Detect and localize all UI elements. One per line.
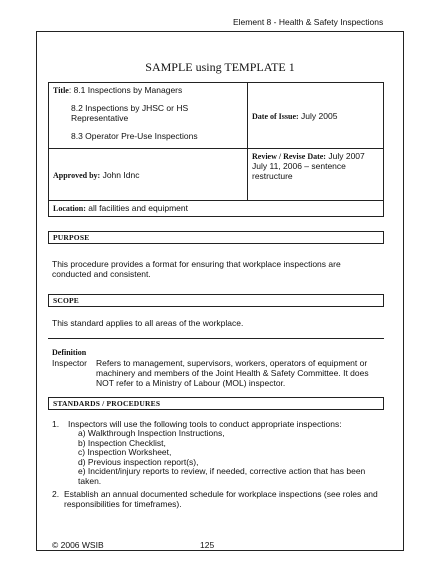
title-cell: Title: 8.1 Inspections by Managers 8.2 Inspections by JHSC or HS Representative 8.3 Operator Pre-Use Inspections [49, 83, 248, 149]
purpose-text: This procedure provides a format for ensuring that workplace inspections are conducted and consistent. [52, 259, 341, 279]
title-item-2: 8.2 Inspections by JHSC or HS Representative [71, 103, 189, 123]
approved-label: Approved by: [53, 170, 101, 180]
tool-item-b: b) Inspection Checklist, [78, 437, 166, 448]
review-note: July 11, 2006 – sentence restructure [252, 161, 346, 181]
tool-item-d: d) Previous inspection report(s), [78, 456, 199, 467]
scope-rule [48, 338, 384, 339]
step-1-tools-list [78, 429, 390, 486]
tool-item-c: c) Inspection Worksheet, [78, 447, 172, 457]
location-value: all facilities and equipment [88, 203, 188, 213]
approved-value: John Idnc [102, 169, 140, 180]
element-header: Element 8 - Health & Safety Inspections [233, 17, 384, 27]
title-item-1: 8.1 Inspections by Managers [73, 85, 183, 95]
step-2-text: Establish an annual documented schedule for workplace inspections (see roles and responsibilities for timeframes). [64, 489, 378, 509]
standards-heading: STANDARDS / PROCEDURES [48, 397, 384, 410]
tool-item-e: e) Incident/injury reports to review, if needed, corrective action that has been taken. [78, 466, 366, 486]
scope-heading: SCOPE [48, 294, 384, 307]
scope-text: This standard applies to all areas of the workplace. [52, 318, 244, 328]
title-item-3: 8.3 Operator Pre-Use Inspections [71, 131, 198, 141]
date-label: Date of Issue: [252, 111, 299, 121]
definition-heading: Definition [52, 348, 87, 357]
review-cell [248, 149, 384, 201]
date-cell [248, 83, 384, 149]
tool-item-a: a) Walkthrough Inspection Instructions, [78, 428, 225, 438]
page-number: 125 [200, 540, 215, 550]
review-label: Review / Revise Date: [252, 152, 326, 161]
date-value: July 2005 [301, 110, 338, 121]
copyright: © 2006 WSIB [52, 540, 104, 550]
location-cell [49, 201, 384, 217]
document-title: SAMPLE using TEMPLATE 1 [145, 60, 295, 74]
purpose-heading: PURPOSE [48, 231, 384, 244]
title-label: Title [53, 86, 69, 95]
definition-term: Inspector [52, 358, 87, 368]
location-label: Location: [53, 204, 86, 213]
step-2-number: 2. [52, 489, 60, 499]
review-value: July 2007 [328, 151, 365, 161]
step-1-text: Inspectors will use the following tools to conduct appropriate inspections: [68, 419, 342, 429]
info-table [48, 82, 384, 217]
approved-cell [49, 149, 248, 201]
definition-text: Refers to management, supervisors, workers, operators of equipment or machinery and members of the Joint Health & Safety Committee. It does NOT refer to a Ministry of Labour (MOL) inspector. [96, 358, 369, 388]
step-1-number: 1. [52, 419, 60, 429]
